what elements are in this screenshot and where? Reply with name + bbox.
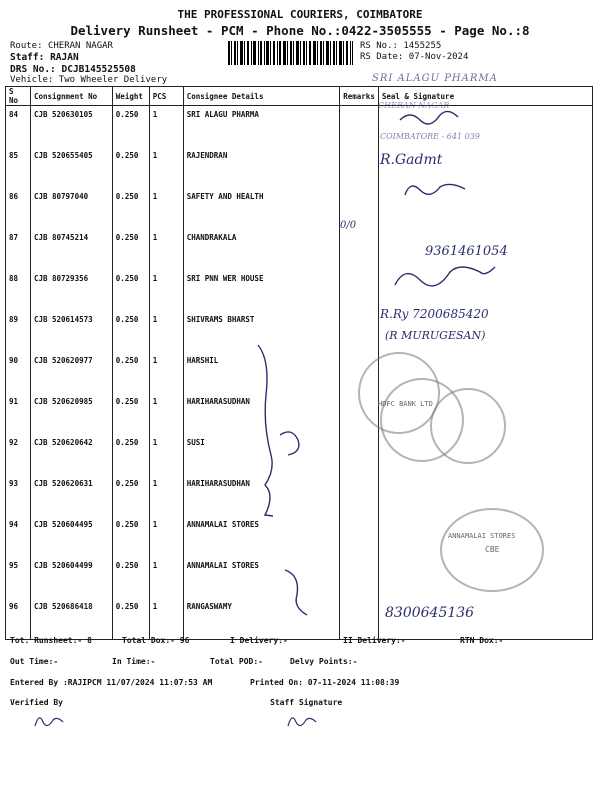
route-line: Route: CHERAN NAGAR	[10, 41, 113, 51]
pcs-cell: 1	[152, 520, 158, 529]
pcs-cell: 1	[152, 315, 158, 324]
consignee-cell: SAFETY AND HEALTH	[186, 192, 264, 201]
pcs-cell: 1	[152, 274, 158, 283]
weight-cell: 0.250	[115, 602, 139, 611]
signature-row-86	[405, 184, 465, 195]
col-header-sno: S No	[6, 87, 31, 106]
signature-row-89: R.Ry 7200685420	[380, 307, 489, 321]
in-time: In Time:-	[112, 657, 156, 666]
pcs-cell: 1	[152, 110, 158, 119]
consignment-cell: CJB 520620631	[33, 479, 93, 488]
signature-row-88	[395, 267, 495, 286]
staff-signature-label: Staff Signature	[270, 698, 343, 707]
sno-cell: 96	[9, 602, 19, 611]
weight-cell: 0.250	[115, 192, 139, 201]
signature-row-92-mark	[280, 432, 299, 455]
pharma-stamp-text: SRI ALAGU PHARMA	[372, 73, 498, 84]
weight-cell: 0.250	[115, 151, 139, 160]
out-time: Out Time:-	[10, 657, 59, 666]
sno-cell: 93	[9, 479, 19, 488]
consignment-cell: CJB 520630105	[33, 110, 93, 119]
consignment-cell: CJB 520620642	[33, 438, 93, 447]
verified-signature	[35, 718, 63, 726]
total-dox: Total Dox:- 96	[122, 636, 190, 645]
weight-cell: 0.250	[115, 274, 139, 283]
weight-cell: 0.250	[115, 110, 139, 119]
footer-signatures	[30, 708, 350, 732]
drs-line: DRS No.: DCJB145525508	[10, 64, 136, 75]
pcs-cell: 1	[152, 397, 158, 406]
sno-cell: 91	[9, 397, 19, 406]
consignment-cell: CJB 80729356	[33, 274, 89, 283]
sno-cell: 87	[9, 233, 19, 242]
col-header-remarks: Remarks	[340, 87, 379, 106]
tot-runsheet: Tot. Runsheet:- 8	[10, 636, 92, 645]
consignment-cell: CJB 520620977	[33, 356, 93, 365]
consignee-cell: HARSHIL	[186, 356, 219, 365]
pcs-cell: 1	[152, 233, 158, 242]
pcs-cell: 1	[152, 151, 158, 160]
consignee-cell: HARIHARASUDHAN	[186, 479, 250, 488]
pcs-cell: 1	[152, 561, 158, 570]
sno-cell: 84	[9, 110, 19, 119]
consignee-cell: RANGASWAMY	[186, 602, 232, 611]
pcs-cell: 1	[152, 192, 158, 201]
company-name: THE PROFESSIONAL COURIERS, COIMBATORE	[177, 8, 423, 21]
col-header-consignment: Consignment No	[30, 87, 112, 106]
consignee-cell: ANNAMALAI STORES	[186, 520, 259, 529]
consignee-cell: SRI PNN WER HOUSE	[186, 274, 264, 283]
sno-cell: 92	[9, 438, 19, 447]
consignment-cell: CJB 520655405	[33, 151, 93, 160]
runsheet-title: Delivery Runsheet - PCM - Phone No.:0422-3505555 - Page No.:8	[70, 23, 530, 38]
weight-cell: 0.250	[115, 561, 139, 570]
bracket-rows-90-93	[258, 345, 273, 516]
consignment-cell: CJB 520604495	[33, 520, 93, 529]
printed-on: Printed On: 07-11-2024 11:08:39	[250, 678, 400, 687]
pcs-cell: 1	[152, 602, 158, 611]
consignment-cell: CJB 80745214	[33, 233, 89, 242]
consignee-cell: SHIVRAMS BHARST	[186, 315, 255, 324]
phone-row-96: 8300645136	[385, 605, 475, 621]
consignment-cell: CJB 520686418	[33, 602, 93, 611]
bank-stamp-text: HDFC BANK LTD	[378, 400, 433, 408]
staff-line: Staff: RAJAN	[10, 52, 79, 63]
consignment-cell: CJB 520614573	[33, 315, 93, 324]
consignee-cell: RAJENDRAN	[186, 151, 228, 160]
weight-cell: 0.250	[115, 397, 139, 406]
signature-row-85: R.Gadmt	[380, 152, 443, 168]
phone-row-87: 9361461054	[425, 244, 508, 259]
weight-cell: 0.250	[115, 233, 139, 242]
remark-row-87: 0/0	[340, 220, 357, 231]
verified-by: Verified By	[10, 698, 63, 707]
signature-row-89-name: (R MURUGESAN)	[385, 329, 486, 342]
weight-cell: 0.250	[115, 356, 139, 365]
bank-stamp-3	[430, 388, 506, 464]
total-pod: Total POD:-	[210, 657, 263, 666]
delvy-points: Delvy Points:-	[290, 657, 358, 666]
pcs-cell: 1	[152, 438, 158, 447]
staff-signature	[288, 718, 316, 726]
i-delivery: I Delivery:-	[230, 636, 288, 645]
col-header-pcs: PCS	[149, 87, 183, 106]
pharma-stamp-area: CHERAN NAGAR	[378, 101, 450, 110]
signature-row-84	[400, 111, 458, 124]
consignment-cell: CJB 520604499	[33, 561, 93, 570]
consignee-cell: HARIHARASUDHAN	[186, 397, 250, 406]
entered-by: Entered By :RAJIPCM 11/07/2024 11:07:53 AM	[10, 678, 213, 687]
rs-date-line: RS Date: 07-Nov-2024	[360, 52, 469, 62]
rs-no-line: RS No.: 1455255	[360, 41, 442, 51]
weight-cell: 0.250	[115, 315, 139, 324]
annamalai-stamp-text: ANNAMALAI STORES	[448, 532, 516, 540]
consignee-cell: SRI ALAGU PHARMA	[186, 110, 259, 119]
bracket-rows-95-96	[285, 570, 307, 615]
pharma-stamp-city: COIMBATORE - 641 039	[380, 132, 480, 141]
weight-cell: 0.250	[115, 520, 139, 529]
weight-cell: 0.250	[115, 438, 139, 447]
sno-cell: 86	[9, 192, 19, 201]
consignment-cell: CJB 80797040	[33, 192, 89, 201]
ii-delivery: II Delivery:-	[343, 636, 406, 645]
sno-cell: 90	[9, 356, 19, 365]
col-header-weight: Weight	[112, 87, 149, 106]
consignee-cell: SUSI	[186, 438, 205, 447]
sno-cell: 94	[9, 520, 19, 529]
rtn-dox: RTN Dox:-	[460, 636, 504, 645]
vehicle-line: Vehicle: Two Wheeler Delivery	[10, 75, 168, 85]
weight-cell: 0.250	[115, 479, 139, 488]
consignee-cell: ANNAMALAI STORES	[186, 561, 259, 570]
sno-cell: 85	[9, 151, 19, 160]
sno-cell: 89	[9, 315, 19, 324]
barcode	[228, 41, 353, 65]
col-header-consignee: Consignee Details	[183, 87, 340, 106]
col-header-signature: Seal & Signature	[378, 87, 592, 106]
pcs-cell: 1	[152, 356, 158, 365]
consignment-cell: CJB 520620985	[33, 397, 93, 406]
sno-cell: 95	[9, 561, 19, 570]
pcs-cell: 1	[152, 479, 158, 488]
cbe-stamp-text: CBE	[485, 545, 500, 554]
sno-cell: 88	[9, 274, 19, 283]
consignee-cell: CHANDRAKALA	[186, 233, 237, 242]
